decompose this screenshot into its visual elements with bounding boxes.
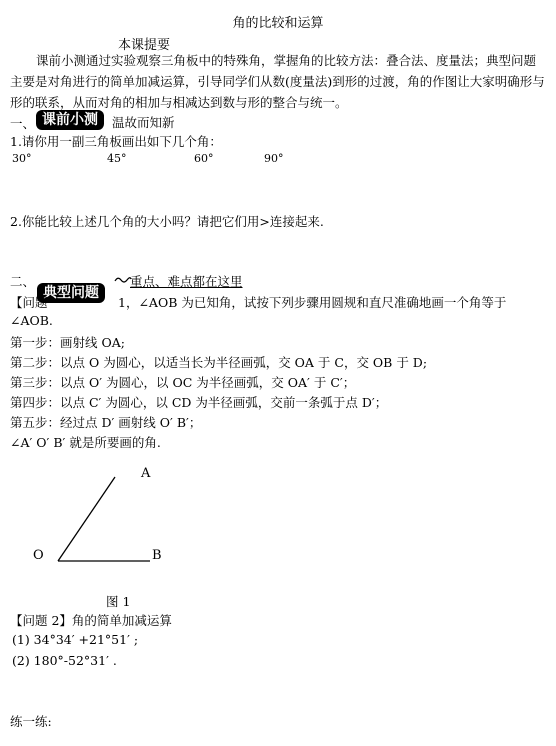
- problem-2-title: 【问题 2】角的简单加减运算: [10, 613, 172, 628]
- question-1: 1.请你用一副三角板画出如下几个角：: [10, 134, 222, 149]
- step-3: 第三步：以点 O′ 为圆心，以 OC 为半径画弧，交 OA′ 于 C′；: [10, 375, 356, 390]
- summary-heading: 本课提要: [118, 38, 171, 53]
- problem-1-label: 【问题: [10, 295, 48, 310]
- problem-1-text: 1，∠AOB 为已知角，试按下列步骤用圆规和直尺准确地画一个角等于: [118, 295, 507, 310]
- section-1-heading: [10, 114, 35, 132]
- angle-60: 60°: [194, 152, 214, 165]
- label-b: B: [152, 548, 162, 563]
- angle-45: 45°: [107, 152, 127, 165]
- question-2: 2.你能比较上述几个角的大小吗？请把它们用>连接起来.: [10, 214, 324, 229]
- ray-oa: [58, 477, 115, 561]
- label-a: A: [141, 466, 151, 481]
- section-1-tail: 温故而知新: [112, 115, 175, 130]
- section-1-badge: 课前小测: [36, 110, 104, 130]
- step-2: 第二步：以点 O 为圆心，以适当长为半径画弧，交 OA 于 C，交 OB 于 D;: [10, 355, 428, 370]
- problem-2-item-2: (2) 180°-52°31′ .: [12, 653, 117, 668]
- angle-30: 30°: [12, 152, 32, 165]
- section-2-tail: 重点、难点都在这里: [130, 274, 243, 289]
- practice-heading: 练一练:: [10, 714, 52, 729]
- section-2-number: 二、: [10, 274, 36, 289]
- conclusion: ∠A′ O′ B′ 就是所要画的角.: [10, 435, 161, 450]
- doc-title: 角的比较和运算: [232, 16, 324, 31]
- section-1-number: 一、: [10, 116, 36, 131]
- section-2-badge: 典型问题: [37, 283, 105, 303]
- summary-paragraph: 课前小测通过实验观察三角板中的特殊角，掌握角的比较方法：叠合法、度量法；典型问题主要是对角进行的简单加减运算，引导同学们从数(度量法)到形的过渡，角的作图让大家明确形与形的联系，从而对角的相加与相减达到数与形的整合与统一。: [10, 53, 545, 110]
- angle-90: 90°: [264, 152, 284, 165]
- step-4: 第四步：以点 C′ 为圆心，以 CD 为半径画弧，交前一条弧于点 D′；: [10, 395, 388, 410]
- label-o: O: [33, 548, 44, 563]
- problem-1-continuation: ∠AOB.: [10, 313, 53, 328]
- figure-caption: 图 1: [106, 594, 131, 609]
- angle-figure: [0, 455, 556, 595]
- step-5: 第五步：经过点 D′ 画射线 O′ B′；: [10, 415, 202, 430]
- step-1: 第一步：画射线 OA;: [10, 335, 125, 350]
- problem-2-item-1: (1) 34°34′ +21°51′ ;: [12, 632, 139, 647]
